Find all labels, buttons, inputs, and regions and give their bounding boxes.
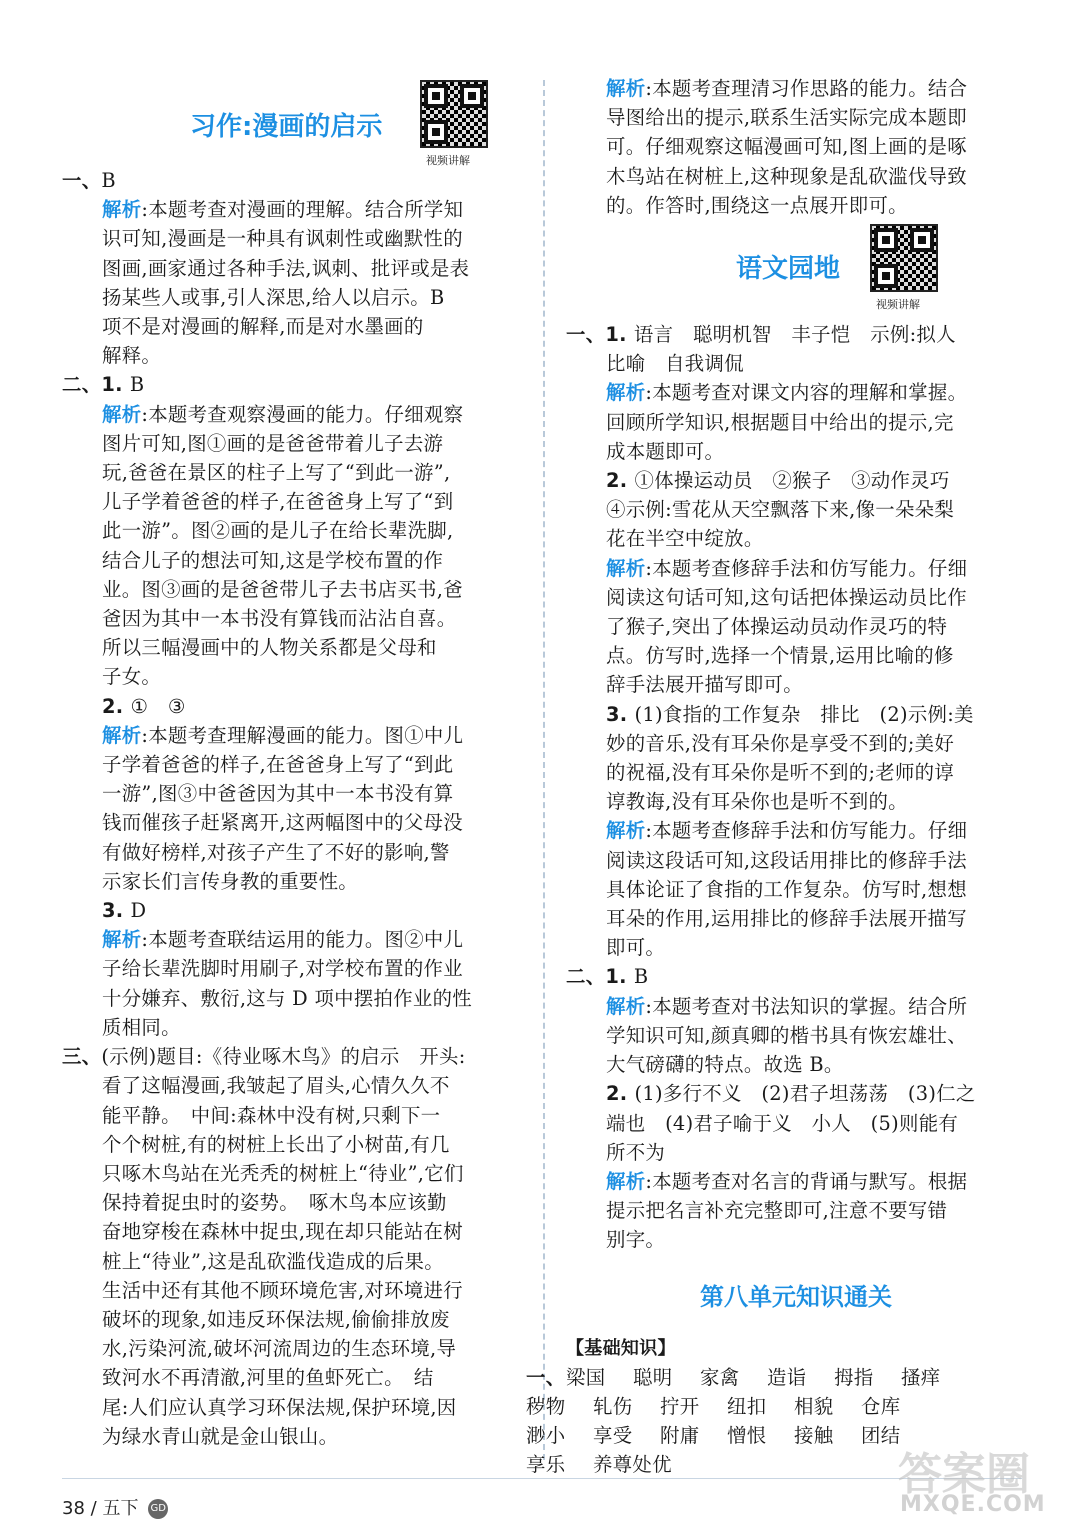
line-text: 结合儿子的想法可知,这是学校布置的作	[102, 548, 444, 572]
text-line	[566, 437, 1026, 466]
text-line	[62, 1130, 524, 1159]
text-line	[566, 816, 1026, 845]
watermark-url: MXQE.COM	[900, 1492, 1046, 1517]
line-text: 提示把名言补充完整即可,注意不要写错	[606, 1199, 948, 1223]
line-text: B	[129, 373, 145, 397]
text-line	[566, 729, 1026, 758]
text-line	[566, 466, 1026, 495]
line-text: 具体论证了食指的工作复杂。仿写时,想想	[606, 877, 967, 901]
text-line	[566, 1079, 1026, 1108]
line-text: 一游”,图③中爸爸因为其中一本书没有算	[102, 782, 454, 806]
text-line	[62, 575, 524, 604]
line-text: 尾:人们应认真学习环保法规,保护环境,因	[102, 1395, 457, 1419]
line-text: 即可。	[606, 936, 666, 960]
qr-code-icon[interactable]	[870, 224, 938, 292]
line-text: (1)多行不义 (2)君子坦荡荡 (3)仁之	[634, 1082, 976, 1106]
line-text: :本题考查对课文内容的理解和掌握。	[645, 381, 968, 405]
text-line	[566, 612, 1026, 641]
line-text: 语言 聪明机智 丰子恺 示例:拟人	[633, 323, 956, 347]
word-item: 纽扣	[727, 1394, 767, 1418]
qr-caption: 视频讲解	[876, 298, 920, 312]
line-text: 子学着爸爸的样子,在爸爸身上写了“到此	[102, 753, 454, 777]
text-line	[62, 867, 524, 896]
word-item: 享受	[593, 1424, 633, 1448]
line-text: 个个树桩,有的树桩上长出了小树苗,有几	[102, 1132, 450, 1156]
line-text: 十分嫌弃、敷衍,这与 D 项中摆拍作业的性	[102, 986, 472, 1010]
analysis-label: 解析	[102, 402, 142, 426]
line-text: 学知识可知,颜真卿的楷书具有恢宏雄壮、	[606, 1023, 967, 1047]
text-line	[566, 992, 1026, 1021]
text-line	[566, 554, 1026, 583]
text-line	[566, 875, 1026, 904]
text-line	[566, 641, 1026, 670]
line-text: 别字。	[606, 1228, 666, 1252]
question-prefix: 二、	[566, 965, 606, 989]
analysis-label: 解析	[606, 381, 646, 405]
text-line	[566, 524, 1026, 553]
line-text: 耳朵的作用,运用排比的修辞手法展开描写	[606, 907, 967, 931]
line-text: 所以三幅漫画中的人物关系都是父母和	[102, 636, 437, 660]
line-text: 爸因为其中一本书没有算钱而沾沾自喜。	[102, 607, 457, 631]
word-item: 梁国	[566, 1365, 606, 1389]
word-item: 搔痒	[901, 1365, 941, 1389]
text-line	[62, 779, 524, 808]
text-line	[566, 904, 1026, 933]
text-line	[62, 458, 524, 487]
question-prefix: 三、	[62, 1045, 102, 1069]
question-number: 2.	[606, 1082, 635, 1106]
line-text: :本题考查理清习作思路的能力。结合	[645, 77, 968, 100]
line-text: :本题考查修辞手法和仿写能力。仔细	[645, 556, 968, 580]
question-prefix: 一、	[62, 169, 102, 192]
analysis-label: 解析	[606, 819, 646, 843]
line-text: 扬某些人或事,引人深思,给人以启示。B	[102, 285, 445, 309]
analysis-label: 解析	[606, 77, 646, 100]
text-line	[566, 583, 1026, 612]
left-column	[62, 72, 524, 1451]
line-text: 大气磅礴的特点。故选 B。	[606, 1053, 844, 1077]
text-line	[62, 954, 524, 983]
word-row	[526, 1392, 1026, 1421]
text-line	[62, 341, 524, 370]
word-item: 相貌	[794, 1394, 834, 1418]
text-line	[62, 1071, 524, 1100]
qr-code-icon[interactable]	[420, 80, 488, 148]
text-line	[62, 896, 524, 925]
question-number: 1.	[605, 965, 634, 989]
line-text: 保持着捉虫时的姿势。 啄木鸟本应该勤	[102, 1191, 447, 1215]
word-item: 聪明	[633, 1365, 673, 1389]
text-line	[62, 312, 524, 341]
word-row	[526, 1363, 1026, 1392]
line-text: 点。仿写时,选择一个情景,运用比喻的修	[606, 644, 954, 668]
text-line	[62, 487, 524, 516]
line-text: (1)食指的工作复杂 排比 (2)示例:美	[634, 702, 974, 726]
line-text: 为绿水青山就是金山银山。	[102, 1424, 339, 1448]
line-text: 图画,画家通过各种手法,讽刺、批评或是表	[102, 256, 470, 280]
analysis-label: 解析	[102, 198, 142, 222]
line-text: :本题考查修辞手法和仿写能力。仔细	[645, 819, 968, 843]
line-text: :本题考查对漫画的理解。结合所学知	[141, 198, 464, 222]
line-text: :本题考查理解漫画的能力。图①中儿	[141, 723, 464, 747]
text-line	[62, 808, 524, 837]
line-text: 导图给出的提示,联系生活实际完成本题即	[606, 106, 967, 130]
text-line	[62, 166, 524, 195]
line-text: 只啄木鸟站在光秃秃的树桩上“待业”,它们	[102, 1161, 464, 1185]
text-line	[62, 1363, 524, 1392]
word-item: 家禽	[700, 1365, 740, 1389]
watermark	[878, 1438, 1068, 1528]
line-text: 的祝福,没有耳朵你是听不到的;老师的谆	[606, 761, 955, 785]
text-line	[62, 750, 524, 779]
section-header-composition	[62, 72, 524, 166]
watermark-text: 答案圈	[898, 1449, 1030, 1500]
text-line	[62, 1247, 524, 1276]
text-line	[566, 670, 1026, 699]
text-line	[566, 846, 1026, 875]
text-line	[62, 1305, 524, 1334]
analysis-label: 解析	[606, 994, 646, 1018]
line-text: 子女。	[102, 665, 162, 689]
text-line	[62, 1334, 524, 1363]
text-line	[566, 162, 1026, 191]
text-line	[62, 195, 524, 224]
line-text: 破坏的现象,如违反环保法规,偷偷排放废	[102, 1307, 450, 1331]
word-item: 造诣	[767, 1365, 807, 1389]
text-line	[566, 1196, 1026, 1225]
word-item: 仓库	[861, 1394, 901, 1418]
line-text: 质相同。	[102, 1015, 181, 1039]
line-text: 所不为	[606, 1140, 666, 1164]
word-item: 团结	[861, 1424, 901, 1448]
grade-label: 五下	[102, 1498, 139, 1519]
section-header-garden	[566, 220, 1026, 320]
page-footer	[62, 1494, 168, 1520]
text-line	[566, 1021, 1026, 1050]
right-column	[526, 74, 1026, 1480]
line-text: 能平静。 中间:森林中没有树,只剩下一	[102, 1103, 441, 1127]
line-text: 图片可知,图①画的是爸爸带着儿子去游	[102, 431, 444, 455]
line-text: 玩,爸爸在景区的柱子上写了“到此一游”,	[102, 461, 451, 485]
line-text: 端也 (4)君子喻于义 小人 (5)则能有	[606, 1111, 959, 1135]
word-item: 渺小	[526, 1424, 566, 1448]
text-line	[62, 692, 524, 721]
text-line	[62, 254, 524, 283]
answer-text-right-top	[566, 74, 1026, 220]
footer-separator: /	[90, 1498, 97, 1519]
text-line	[566, 787, 1026, 816]
line-text: B	[101, 169, 116, 192]
text-line	[62, 1393, 524, 1422]
text-line	[566, 1050, 1026, 1079]
text-line	[62, 429, 524, 458]
line-text: 水,污染河流,破坏河流周边的生态环境,导	[102, 1337, 457, 1361]
text-line	[566, 408, 1026, 437]
line-text: 此一游”。图②画的是儿子在给长辈洗脚,	[102, 519, 454, 543]
line-text: :本题考查观察漫画的能力。仔细观察	[141, 402, 464, 426]
analysis-label: 解析	[102, 723, 142, 747]
line-text: ④示例:雪花从天空飘落下来,像一朵朵梨	[606, 498, 955, 522]
question-number: 2.	[102, 694, 131, 718]
text-line	[566, 1225, 1026, 1254]
text-line	[62, 516, 524, 545]
text-line	[62, 721, 524, 750]
text-line	[566, 132, 1026, 161]
word-item: 享乐	[526, 1453, 566, 1477]
line-text: :本题考查对名言的背诵与默写。根据	[645, 1169, 968, 1193]
text-line	[566, 378, 1026, 407]
line-text: 钱而催孩子赶紧离开,这两幅图中的父母没	[102, 811, 463, 835]
line-text: 了猴子,突出了体操运动员动作灵巧的特	[606, 615, 948, 639]
line-text: 生活中还有其他不顾环境危害,对环境进行	[102, 1278, 463, 1302]
text-line	[566, 758, 1026, 787]
word-item: 拇指	[834, 1365, 874, 1389]
text-line	[566, 103, 1026, 132]
question-prefix: 一、	[566, 323, 606, 347]
line-text: 看了这幅漫画,我皱起了眉头,心情久久不	[102, 1074, 450, 1098]
column-divider	[543, 80, 545, 1460]
word-item: 附庸	[660, 1424, 700, 1448]
text-line	[62, 546, 524, 575]
line-text: 比喻 自我调侃	[606, 352, 744, 376]
text-line	[62, 1422, 524, 1451]
text-line	[62, 838, 524, 867]
line-text: 可。仔细观察这幅漫画可知,图上画的是啄	[606, 135, 967, 159]
question-prefix: 一、	[526, 1365, 566, 1389]
text-line	[62, 633, 524, 662]
line-text: 花在半空中绽放。	[606, 527, 764, 551]
text-line	[566, 700, 1026, 729]
text-line	[62, 1159, 524, 1188]
line-text: 妙的音乐,没有耳朵你是享受不到的;美好	[606, 731, 955, 755]
text-line	[62, 370, 524, 399]
line-text: 儿子学着爸爸的样子,在爸爸身上写了“到	[102, 490, 454, 514]
line-text: 桩上“待业”,这是乱砍滥伐造成的后果。	[102, 1249, 444, 1273]
question-prefix: 二、	[62, 373, 102, 397]
line-text: 致河水不再清澈,河里的鱼虾死亡。 结	[102, 1366, 434, 1390]
text-line	[62, 1013, 524, 1042]
line-text: 的。作答时,围绕这一点展开即可。	[606, 193, 908, 217]
text-line	[62, 224, 524, 253]
unit-title: 第八单元知识通关	[700, 1282, 892, 1311]
line-text: 回顾所学知识,根据题目中给出的提示,完	[606, 410, 954, 434]
word-item: 秽物	[526, 1394, 566, 1418]
text-line	[566, 933, 1026, 962]
line-text: 谆教诲,没有耳朵你也是听不到的。	[606, 790, 908, 814]
text-line	[566, 320, 1026, 349]
question-number: 2.	[606, 469, 635, 493]
section-title: 语文园地	[736, 254, 841, 285]
line-text: B	[633, 965, 649, 989]
text-line	[62, 1217, 524, 1246]
line-text: 成本题即可。	[606, 439, 725, 463]
line-text: 项不是对漫画的解释,而是对水墨画的	[102, 315, 424, 339]
line-text: D	[130, 899, 147, 923]
line-text: :本题考查对书法知识的掌握。结合所	[645, 994, 968, 1018]
text-line	[62, 1101, 524, 1130]
basic-knowledge-label: 【基础知识】	[566, 1337, 676, 1359]
line-text: 示家长们言传身教的重要性。	[102, 869, 358, 893]
analysis-label: 解析	[102, 928, 142, 952]
page-number: 38	[62, 1498, 85, 1519]
text-line	[566, 191, 1026, 220]
analysis-label: 解析	[606, 556, 646, 580]
line-text: (示例)题目:《待业啄木鸟》的启示 开头:	[101, 1045, 466, 1069]
answer-text-right	[566, 320, 1026, 1255]
text-line	[566, 74, 1026, 103]
answer-text-left	[62, 166, 524, 1451]
text-line	[62, 984, 524, 1013]
section-title: 习作:漫画的启示	[190, 112, 383, 142]
question-number: 3.	[102, 899, 131, 923]
text-line	[62, 604, 524, 633]
word-item: 养尊处优	[593, 1453, 672, 1477]
text-line	[566, 495, 1026, 524]
text-line	[62, 1188, 524, 1217]
analysis-label: 解析	[606, 1169, 646, 1193]
line-text: 有做好榜样,对孩子产生了不好的影响,警	[102, 840, 450, 864]
line-text: 解释。	[102, 344, 162, 368]
word-item: 轧伤	[593, 1394, 633, 1418]
line-text: 业。图③画的是爸爸带儿子去书店买书,爸	[102, 577, 463, 601]
word-item: 拧开	[660, 1394, 700, 1418]
line-text: 木鸟站在树桩上,这种现象是乱砍滥伐导致	[606, 164, 967, 188]
line-text: 阅读这段话可知,这段话用排比的修辞手法	[606, 848, 967, 872]
line-text: 辞手法展开描写即可。	[606, 673, 803, 697]
text-line	[62, 1042, 524, 1071]
edition-badge: GD	[148, 1499, 168, 1519]
question-number: 1.	[605, 323, 634, 347]
text-line	[566, 1109, 1026, 1138]
word-item: 憎恨	[727, 1424, 767, 1448]
line-text: :本题考查联结运用的能力。图②中儿	[141, 928, 464, 952]
text-line	[566, 349, 1026, 378]
text-line	[62, 662, 524, 691]
text-line	[62, 400, 524, 429]
line-text: 阅读这句话可知,这句话把体操运动员比作	[606, 585, 967, 609]
line-text: ① ③	[130, 694, 186, 718]
word-item: 接触	[794, 1424, 834, 1448]
text-line	[566, 1138, 1026, 1167]
qr-caption: 视频讲解	[426, 154, 470, 167]
text-line	[62, 1276, 524, 1305]
line-text: 奋地穿梭在森林中捉虫,现在却只能站在树	[102, 1220, 463, 1244]
question-number: 3.	[606, 702, 635, 726]
line-text: 识可知,漫画是一种具有讽刺性或幽默性的	[102, 227, 463, 251]
question-number: 1.	[101, 373, 130, 397]
text-line	[566, 1167, 1026, 1196]
line-text: 子给长辈洗脚时用刷子,对学校布置的作业	[102, 957, 463, 981]
line-text: ①体操运动员 ②猴子 ③动作灵巧	[634, 469, 950, 493]
text-line	[62, 283, 524, 312]
text-line	[62, 925, 524, 954]
text-line	[566, 962, 1026, 991]
